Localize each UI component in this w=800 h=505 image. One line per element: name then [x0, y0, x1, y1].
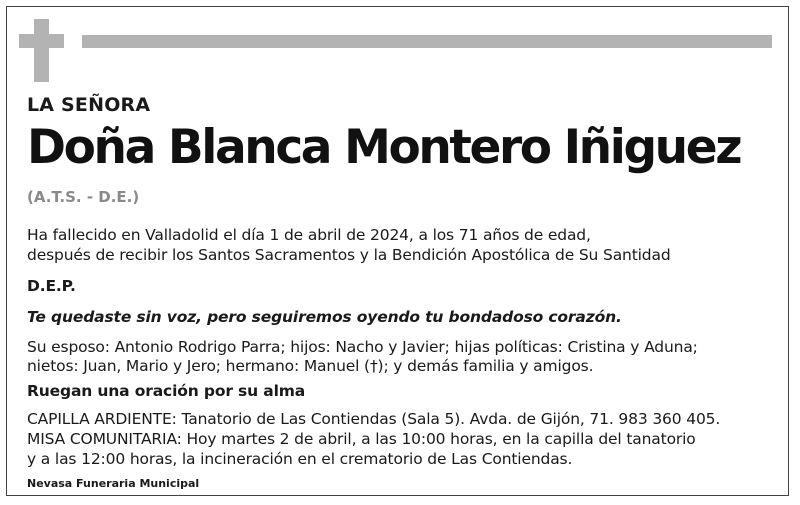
service-line-2: MISA COMUNITARIA: Hoy martes 2 de abril, a las 10:00 horas, en la capilla del tanatorio	[27, 430, 696, 448]
cross-horizontal-bar	[19, 34, 64, 48]
memorial-quote: Te quedaste sin voz, pero seguiremos oyendo tu bondadoso corazón.	[27, 308, 622, 326]
dep-label: D.E.P.	[27, 277, 76, 295]
death-line-1: Ha fallecido en Valladolid el día 1 de abril de 2024, a los 71 años de edad,	[27, 226, 591, 244]
deceased-name: Doña Blanca Montero Iñiguez	[27, 120, 741, 175]
professional-title: (A.T.S. - D.E.)	[27, 188, 140, 206]
cross-vertical-bar	[34, 19, 49, 82]
family-line-2: nietos: Juan, Mario y Jero; hermano: Manuel (†); y demás familia y amigos.	[27, 357, 594, 375]
service-line-1: CAPILLA ARDIENTE: Tanatorio de Las Contiendas (Sala 5). Avda. de Gijón, 71. 983 360 405.	[27, 410, 721, 428]
prayer-request: Ruegan una oración por su alma	[27, 382, 306, 400]
death-line-2: después de recibir los Santos Sacramentos y la Bendición Apostólica de Su Santidad	[27, 246, 671, 264]
family-line-1: Su esposo: Antonio Rodrigo Parra; hijos: Nacho y Javier; hijas políticas: Cristina y Aduna;	[27, 338, 698, 356]
intro-label: LA SEÑORA	[27, 94, 151, 116]
service-line-3: y a las 12:00 horas, la incineración en el crematorio de Las Contiendas.	[27, 450, 573, 468]
funeral-home-credit: Nevasa Funeraria Municipal	[27, 477, 200, 490]
header-rule	[82, 35, 772, 48]
